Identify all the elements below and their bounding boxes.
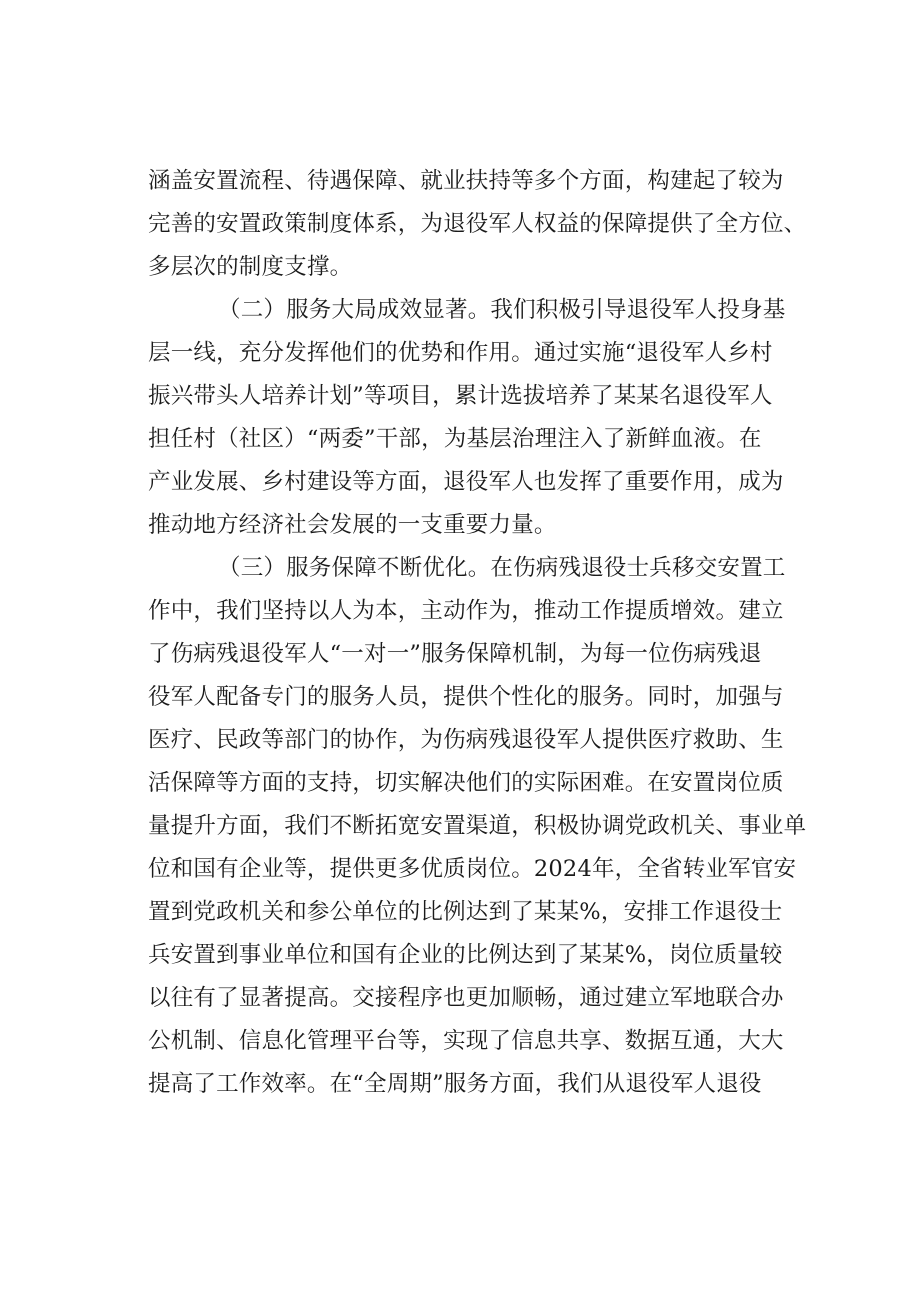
text-line: 了伤病残退役军人“一对一”服务保障机制，为每一位伤病残退 [148,641,762,667]
text-line: 作中，我们坚持以人为本，主动作为，推动工作提质增效。建立 [148,598,784,624]
paragraph-heading-line: （三）服务保障不断优化。在伤病残退役士兵移交安置工 [218,555,786,581]
text-line: 位和国有企业等，提供更多优质岗位。2024年，全省转业军官安 [148,856,797,882]
text-line: 活保障等方面的支持，切实解决他们的实际困难。在安置岗位质 [148,770,784,796]
text-line: 公机制、信息化管理平台等，实现了信息共享、数据互通，大大 [148,1028,784,1054]
text-line: 层一线，充分发挥他们的优势和作用。通过实施“退役军人乡村 [148,340,773,366]
text-line: 役军人配备专门的服务人员，提供个性化的服务。同时，加强与 [148,684,784,710]
text-line: 多层次的制度支撑。 [148,254,353,280]
text-line: 置到党政机关和参公单位的比例达到了某某%，安排工作退役士 [148,899,783,925]
text-line: 推动地方经济社会发展的一支重要力量。 [148,512,557,538]
text-line: 振兴带头人培养计划”等项目，累计选拔培养了某某名退役军人 [148,383,773,409]
text-line: 完善的安置政策制度体系，为退役军人权益的保障提供了全方位、 [148,211,807,237]
text-line: 产业发展、乡村建设等方面，退役军人也发挥了重要作用，成为 [148,469,784,495]
text-line: 提高了工作效率。在“全周期”服务方面，我们从退役军人退役 [148,1071,762,1097]
text-line: 担任村（社区）“两委”干部，为基层治理注入了新鲜血液。在 [148,426,762,452]
text-line: 以往有了显著提高。交接程序也更加顺畅，通过建立军地联合办 [148,985,784,1011]
text-line: 涵盖安置流程、待遇保障、就业扶持等多个方面，构建起了较为 [148,168,784,194]
text-line: 医疗、民政等部门的协作，为伤病残退役军人提供医疗救助、生 [148,727,784,753]
paragraph-heading-line: （二）服务大局成效显著。我们积极引导退役军人投身基 [218,297,786,323]
text-line: 量提升方面，我们不断拓宽安置渠道，积极协调党政机关、事业单 [148,813,807,839]
text-line: 兵安置到事业单位和国有企业的比例达到了某某%，岗位质量较 [148,942,783,968]
